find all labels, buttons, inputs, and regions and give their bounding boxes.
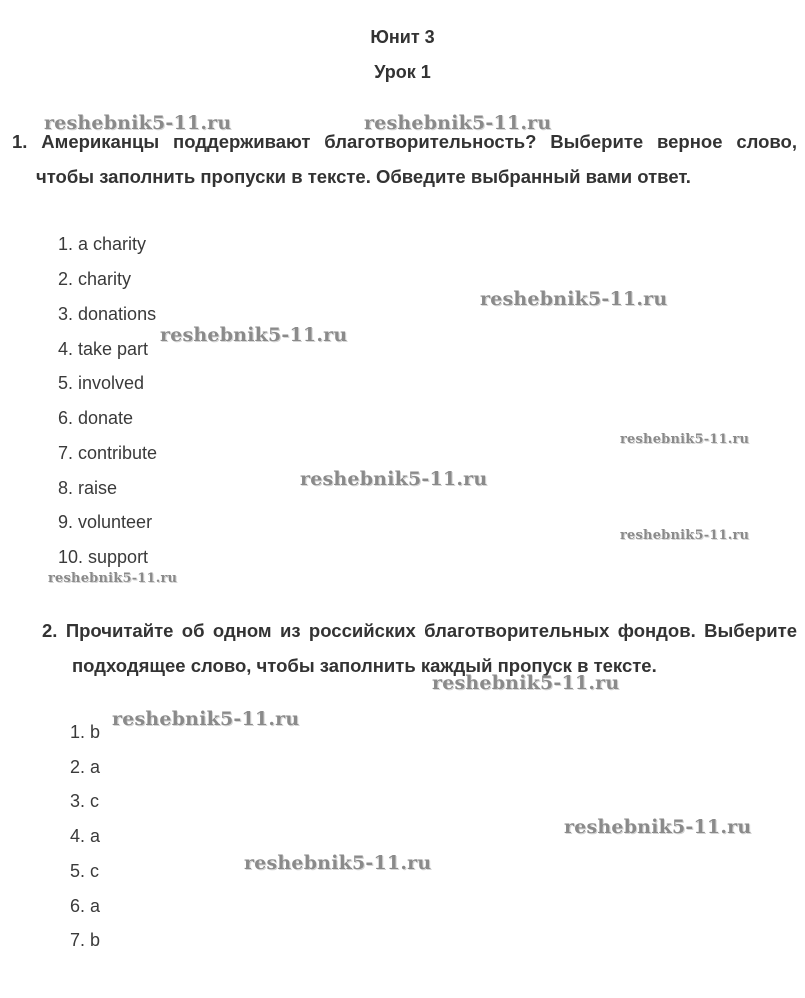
answer-item: 2. a <box>70 757 101 777</box>
answer-item: 7. b <box>70 930 101 950</box>
watermark: reshebnik5-11.ru <box>620 432 750 447</box>
answer-item: 10. support <box>58 547 149 567</box>
unit-title: Юнит 3 <box>370 27 435 47</box>
task-1 <box>12 125 797 194</box>
watermark: reshebnik5-11.ru <box>160 324 348 346</box>
watermark: reshebnik5-11.ru <box>244 852 432 874</box>
answer-item: 3. c <box>70 791 100 811</box>
watermark: reshebnik5-11.ru <box>432 672 620 694</box>
task-2-instruction: Прочитайте об одном из российских благотворительных фондов. Выберите подходящее слово, чтобы заполнить каждый пропуск в тексте. <box>65 620 797 676</box>
answer-item: 8. raise <box>58 478 118 498</box>
watermark: reshebnik5-11.ru <box>564 816 752 838</box>
watermark: reshebnik5-11.ru <box>364 112 552 134</box>
watermark: reshebnik5-11.ru <box>48 571 178 586</box>
watermark: reshebnik5-11.ru <box>44 112 232 134</box>
task-2 <box>42 614 797 683</box>
answer-item: 5. involved <box>58 373 145 393</box>
lesson-title: Урок 1 <box>374 62 431 82</box>
watermark: reshebnik5-11.ru <box>112 708 300 730</box>
task-1-text <box>12 125 797 194</box>
answer-item: 9. volunteer <box>58 512 153 532</box>
answer-item: 7. contribute <box>58 443 158 463</box>
answer-item: 1. b <box>70 722 101 742</box>
answer-item: 4. take part <box>58 339 149 359</box>
answer-item: 4. a <box>70 826 101 846</box>
task-2-text <box>42 614 797 683</box>
watermark: reshebnik5-11.ru <box>300 468 488 490</box>
answer-item: 2. charity <box>58 269 132 289</box>
answer-item: 6. a <box>70 896 101 916</box>
answer-item: 3. donations <box>58 304 157 324</box>
watermark: reshebnik5-11.ru <box>620 528 750 543</box>
task-1-instruction: Американцы поддерживают благотворительность? Выберите верное слово, чтобы заполнить пропуски в тексте. Обведите выбранный вами ответ. <box>36 131 797 187</box>
task-1-number: 1. <box>12 131 28 152</box>
watermark: reshebnik5-11.ru <box>480 288 668 310</box>
task-2-number: 2. <box>42 620 58 641</box>
answer-item: 5. c <box>70 861 100 881</box>
answer-item: 6. donate <box>58 408 134 428</box>
answer-item: 1. a charity <box>58 234 147 254</box>
